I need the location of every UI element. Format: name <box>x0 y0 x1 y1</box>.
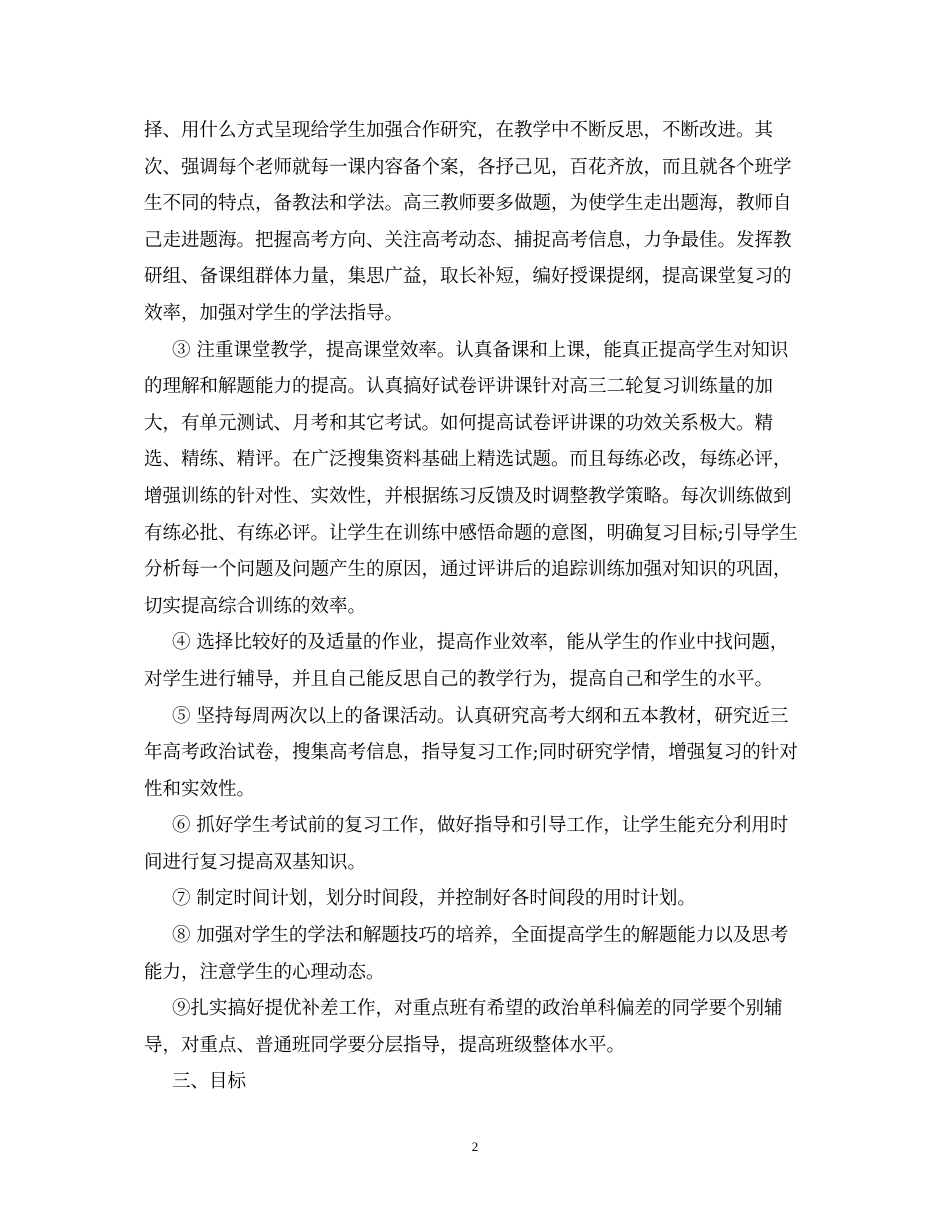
text-line: 导，对重点、普通班同学要分层指导，提高班级整体水平。 <box>144 1034 626 1056</box>
text-line: ⑨扎实搞好提优补差工作，对重点班有希望的政治单科偏差的同学要个别辅 <box>172 998 783 1020</box>
text-line: 选、精练、精评。在广泛搜集资料基础上精选试题。而且每练必改，每练必评， <box>144 449 792 471</box>
text-line: 有练必批、有练必评。让学生在训练中感悟命题的意图，明确复习目标;引导学生 <box>144 522 798 544</box>
text-line: 效率，加强对学生的学法指导。 <box>144 302 404 324</box>
page-number: 2 <box>471 1139 479 1154</box>
text-line: 择、用什么方式呈现给学生加强合作研究，在教学中不断反思，不断改进。其 <box>144 120 774 141</box>
text-line: ④ 选择比较好的及适量的作业，提高作业效率，能从学生的作业中找问题， <box>172 632 789 654</box>
text-line: 增强训练的针对性、实效性，并根据练习反馈及时调整教学策略。每次训练做到 <box>144 485 792 507</box>
text-line: ⑤ 坚持每周两次以上的备课活动。认真研究高考大纲和五本教材，研究近三 <box>172 705 789 727</box>
text-line: 三、目标 <box>172 1071 247 1093</box>
text-line: ⑦ 制定时间计划，划分时间段，并控制好各时间段的用时计划。 <box>172 888 696 910</box>
text-line: 的理解和解题能力的提高。认真搞好试卷评讲课针对高三二轮复习训练量的加 <box>144 376 774 398</box>
text-line: 大，有单元测试、月考和其它考试。如何提高试卷评讲课的功效关系极大。精 <box>144 412 774 434</box>
text-line: 分析每一个问题及问题产生的原因，通过评讲后的追踪训练加强对知识的巩固， <box>144 559 792 581</box>
text-line: ⑧ 加强对学生的学法和解题技巧的培养，全面提高学生的解题能力以及思考 <box>172 925 789 947</box>
text-line: 间进行复习提高双基知识。 <box>144 851 367 873</box>
text-line: 切实提高综合训练的效率。 <box>144 595 367 617</box>
text-line: ⑥ 抓好学生考试前的复习工作，做好指导和引导工作，让学生能充分利用时 <box>172 815 789 837</box>
text-line: 性和实效性。 <box>144 778 256 800</box>
text-line: 次、强调每个老师就每一课内容备个案，各抒己见，百花齐放，而且就各个班学 <box>144 156 792 178</box>
text-line: 能力，注意学生的心理动态。 <box>144 961 385 983</box>
document-body <box>144 113 809 1101</box>
text-line: 对学生进行辅导，并且自己能反思自己的教学行为，提高自己和学生的水平。 <box>144 668 774 690</box>
text-line: 己走进题海。把握高考方向、关注高考动态、捕捉高考信息，力争最佳。发挥教 <box>144 229 792 251</box>
text-line: 生不同的特点，备教法和学法。高三教师要多做题，为使学生走出题海，教师自 <box>144 193 792 215</box>
text-line: ③ 注重课堂教学，提高课堂效率。认真备课和上课，能真正提高学生对知识 <box>172 339 789 361</box>
text-line: 研组、备课组群体力量，集思广益，取长补短，编好授课提纲，提高课堂复习的 <box>144 266 792 288</box>
text-line: 年高考政治试卷，搜集高考信息，指导复习工作;同时研究学情，增强复习的针对 <box>144 742 798 764</box>
